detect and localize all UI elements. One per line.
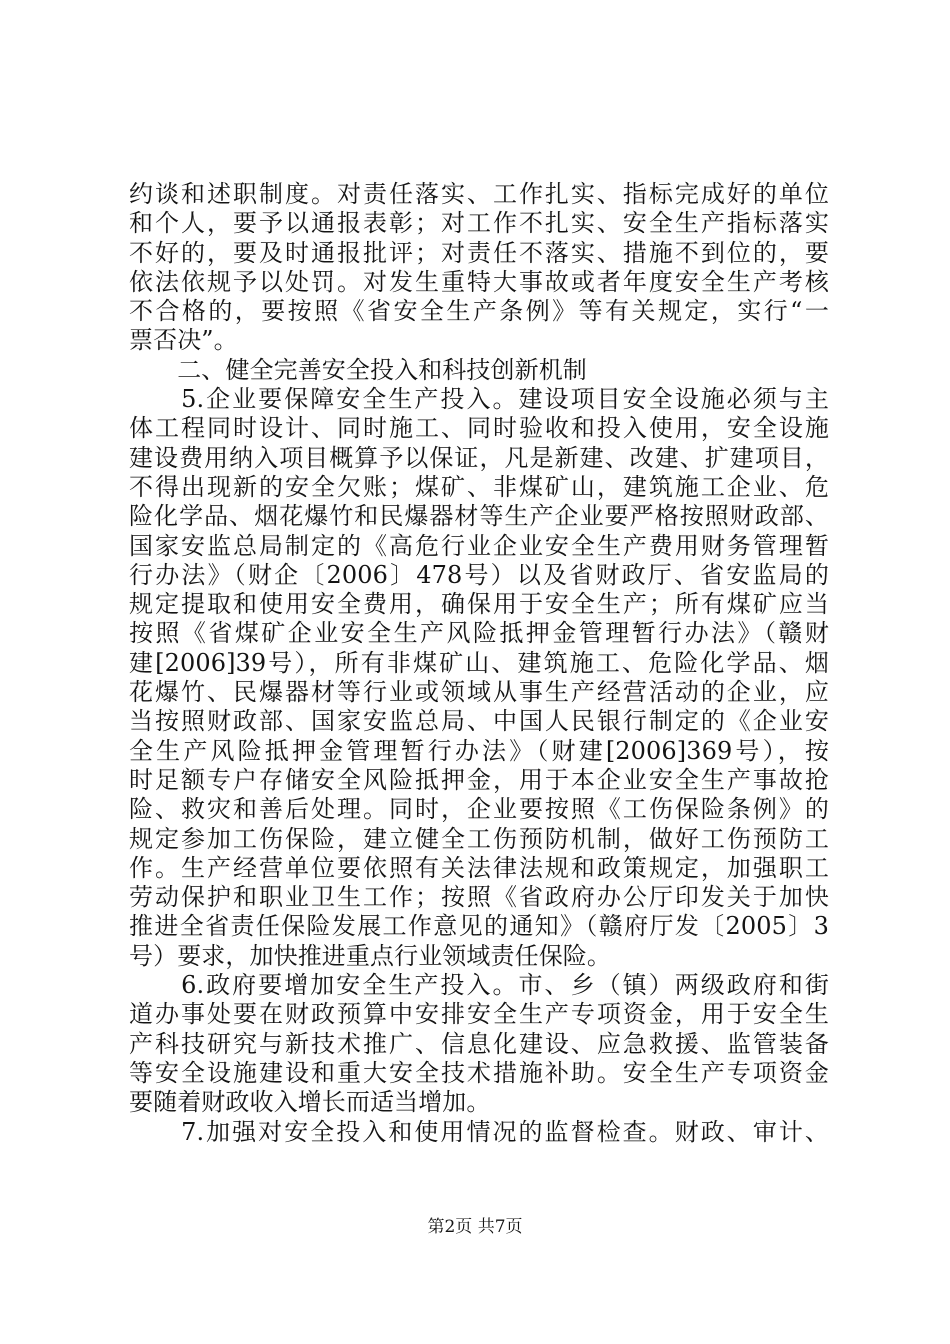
text-line: 约谈和述职制度。对责任落实、工作扎实、指标完成好的单位 [129, 180, 829, 208]
text-line: 按照《省煤矿企业安全生产风险抵押金管理暂行办法》（赣财 [129, 619, 829, 648]
text-line: 等安全设施建设和重大安全技术措施补助。安全生产专项资金 [129, 1058, 829, 1087]
text-line: 不好的，要及时通报批评；对责任不落实、措施不到位的，要 [129, 238, 829, 267]
text-line: 行办法》（财企〔2006〕478号）以及省财政厅、省安监局的 [129, 560, 829, 589]
text-line: 号）要求，加快推进重点行业领域责任保险。 [129, 941, 611, 970]
text-line: 花爆竹、民爆器材等行业或领域从事生产经营活动的企业，应 [129, 678, 829, 707]
text-line: 产科技研究与新技术推广、信息化建设、应急救援、监管装备 [129, 1029, 829, 1058]
text-line: 6.政府要增加安全生产投入。市、乡（镇）两级政府和街 [129, 971, 829, 1000]
text-line: 7.加强对安全投入和使用情况的监督检查。财政、审计、 [129, 1117, 829, 1146]
text-line: 当按照财政部、国家安监总局、中国人民银行制定的《企业安 [129, 707, 829, 736]
text-line: 劳动保护和职业卫生工作；按照《省政府办公厅印发关于加快 [129, 883, 829, 912]
text-line: 依法依规予以处罚。对发生重特大事故或者年度安全生产考核 [129, 267, 829, 296]
text-line: 国家安监总局制定的《高危行业企业安全生产费用财务管理暂 [129, 531, 829, 560]
document-body [129, 180, 829, 1147]
text-line: 推进全省责任保险发展工作意见的通知》（赣府厅发〔2005〕3 [129, 912, 829, 941]
text-line: 5.企业要保障安全生产投入。建设项目安全设施必须与主 [129, 385, 829, 414]
text-line: 和个人，要予以通报表彰；对工作不扎实、安全生产指标落实 [129, 209, 829, 238]
text-line: 道办事处要在财政预算中安排安全生产专项资金，用于安全生 [129, 1000, 829, 1029]
text-line: 二、健全完善安全投入和科技创新机制 [129, 355, 587, 384]
text-line: 不得出现新的安全欠账；煤矿、非煤矿山，建筑施工企业、危 [129, 472, 829, 501]
text-line: 规定提取和使用安全费用，确保用于安全生产；所有煤矿应当 [129, 590, 829, 619]
text-line: 时足额专户存储安全风险抵押金，用于本企业安全生产事故抢 [129, 765, 829, 794]
text-line: 险化学品、烟花爆竹和民爆器材等生产企业要严格按照财政部、 [129, 502, 829, 531]
text-line: 体工程同时设计、同时施工、同时验收和投入使用，安全设施 [129, 414, 829, 443]
text-line: 建[2006]39号），所有非煤矿山、建筑施工、危险化学品、烟 [129, 648, 829, 677]
text-line: 全生产风险抵押金管理暂行办法》（财建[2006]369号），按 [129, 736, 829, 765]
text-line: 规定参加工伤保险，建立健全工伤预防机制，做好工伤预防工 [129, 824, 829, 853]
text-line: 要随着财政收入增长而适当增加。 [129, 1088, 491, 1117]
page-footer: 第2页 共7页 [427, 1217, 523, 1237]
text-line: 建设费用纳入项目概算予以保证，凡是新建、改建、扩建项目， [129, 443, 829, 472]
text-line: 票否决”。 [129, 326, 238, 355]
text-line: 险、救灾和善后处理。同时，企业要按照《工伤保险条例》的 [129, 795, 829, 824]
text-line: 作。生产经营单位要依照有关法律法规和政策规定，加强职工 [129, 853, 829, 882]
text-line: 不合格的，要按照《省安全生产条例》等有关规定，实行“一 [129, 297, 829, 326]
